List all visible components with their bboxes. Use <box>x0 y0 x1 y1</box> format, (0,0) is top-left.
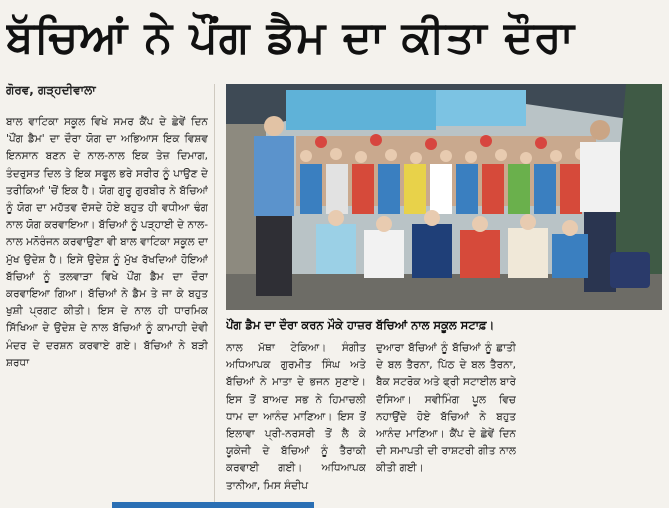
accent-bar <box>112 502 314 508</box>
byline: ਗੋਰਵ, ਗੜ੍ਹਦੀਵਾਲਾ <box>6 83 96 97</box>
column-divider <box>214 84 215 502</box>
group-photo <box>226 84 662 310</box>
article-column-3: ਦੁਆਰਾ ਬੱਚਿਆਂ ਨੂੰ ਬੱਚਿਆਂ ਨੂੰ ਛਾਤੀ ਦੇ ਬਲ ਤੈਰਨਾ, ਪਿੱਠ ਦੇ ਬਲ ਤੈਰਨਾ, ਬੈਕ ਸਟਰੋਕ ਅਤੇ ਫ੍ਰੀ ਸਟਾਈਲ ਬਾਰੇ ਦੱਸਿਆ। ਸਵੀਮਿੰਗ ਪੂਲ ਵਿਚ ਨਹਾਉਂਦੇ ਹੋਏ ਬੱਚਿਆਂ ਨੇ ਬਹੁਤ ਆਨੰਦ ਮਾਣਿਆ। ਕੈਂਪ ਦੇ ਛੇਵੇਂ ਦਿਨ ਦੀ ਸਮਾਪਤੀ ਦੀ ਰਾਸ਼ਟਰੀ ਗੀਤ ਨਾਲ ਕੀਤੀ ਗਈ। <box>376 342 516 475</box>
photo-caption: ਪੌਂਗ ਡੈਮ ਦਾ ਦੌਰਾ ਕਰਨ ਮੌਕੇ ਹਾਜ਼ਰ ਬੱਚਿਆਂ ਨਾਲ ਸਕੂਲ ਸਟਾਫ਼। <box>226 318 495 332</box>
headline: ਬੱਚਿਆਂ ਨੇ ਪੌਂਗ ਡੈਮ ਦਾ ਕੀਤਾ ਦੌਰਾ <box>6 12 575 63</box>
article-column-2: ਨਾਲ ਮੱਥਾ ਟੇਕਿਆ। ਸੰਗੀਤ ਅਧਿਆਪਕ ਗੁਰਮੀਤ ਸਿੰਘ ਅਤੇ ਬੱਚਿਆਂ ਨੇ ਮਾਤਾ ਦੇ ਭਜਨ ਸੁਣਾਏ। ਇਸ ਤੋਂ ਬਾਅਦ ਸਭ ਨੇ ਹਿਮਾਚਲੀ ਧਾਮ ਦਾ ਆਨੰਦ ਮਾਣਿਆ। ਇਸ ਤੋਂ ਇਲਾਵਾ ਪ੍ਰੀ-ਨਰਸਰੀ ਤੋਂ ਲੈ ਕੇ ਯੂਕੇਜੀ ਦੇ ਬੱਚਿਆਂ ਨੂੰ ਤੈਰਾਕੀ ਕਰਵਾਈ ਗਈ। ਅਧਿਆਪਕ ਤਾਨੀਆ, ਮਿਸ ਸੰਦੀਪ <box>226 342 366 492</box>
article-column-1: ਬਾਲ ਵਾਟਿਕਾ ਸਕੂਲ ਵਿਖੇ ਸਮਰ ਕੈਂਪ ਦੇ ਛੇਵੇਂ ਦਿਨ 'ਪੌਂਗ ਡੈਮ' ਦਾ ਦੌਰਾ ਯੋਗ ਦਾ ਅਭਿਆਸ ਇਕ ਵਿਸ਼ਵ ਇਨਸਾਨ ਬਣਨ ਦੇ ਨਾਲ-ਨਾਲ ਇਕ ਤੇਜ਼ ਦਿਮਾਗ, ਤੰਦਰੁਸਤ ਦਿਲ ਤੇ ਇਕ ਸਫੂਲ ਭਰੇ ਸਰੀਰ ਨੂੰ ਪਾਉਣ ਦੇ ਤਰੀਕਿਆਂ 'ਚੋਂ ਇਕ ਹੈ। ਯੋਗ ਗੁਰੂ ਗੁਰਬੀਰ ਨੇ ਬੱਚਿਆਂ ਨੂੰ ਯੋਗ ਦਾ ਮਹੱਤਵ ਦੱਸਦੇ ਹੋਏ ਬਹੁਤ ਹੀ ਵਧੀਆ ਢੰਗ ਨਾਲ ਯੋਗ ਕਰਵਾਇਆ। ਬੱਚਿਆਂ ਨੂੰ ਪੜ੍ਹਾਈ ਦੇ ਨਾਲ-ਨਾਲ ਮਨੋਰੰਜਨ ਕਰਵਾਉਣਾ ਵੀ ਬਾਲ ਵਾਟਿਕਾ ਸਕੂਲ ਦਾ ਮੁੱਖ ਉਦੇਸ਼ ਹੈ। ਇਸੇ ਉਦੇਸ਼ ਨੂੰ ਮੁੱਖ ਰੱਖਦਿਆਂ ਹੋਇਆਂ ਬੱਚਿਆਂ ਨੂੰ ਤਲਵਾੜਾ ਵਿਖੇ ਪੌਂਗ ਡੈਮ ਦਾ ਦੌਰਾ ਕਰਵਾਇਆ ਗਿਆ। ਬੱਚਿਆਂ ਨੇ ਡੈਮ ਤੇ ਜਾ ਕੇ ਬਹੁਤ ਖੁਸ਼ੀ ਪ੍ਰਗਟ ਕੀਤੀ। ਇਸ ਦੇ ਨਾਲ ਹੀ ਧਾਰਮਿਕ ਸਿੱਖਿਆ ਦੇ ਉਦੇਸ਼ ਦੇ ਨਾਲ ਬੱਚਿਆਂ ਨੂੰ ਕਾਮਾਹੀ ਦੇਵੀ ਮੰਦਰ ਦੇ ਦਰਸ਼ਨ ਕਰਵਾਏ ਗਏ। ਬੱਚਿਆਂ ਨੇ ਬੜੀ ਸ਼ਰਧਾ <box>6 116 208 369</box>
